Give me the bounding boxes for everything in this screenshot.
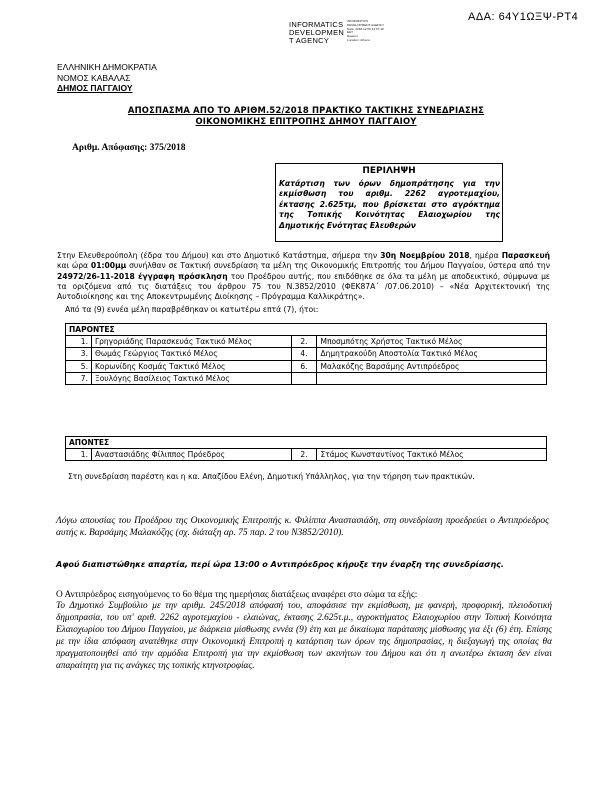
summary-text: Κατάρτιση των όρων δημοπράτησης για την εκμίσθωση του αριθμ. 2262 αγροτεμαχίου, έκτασης 2.625τμ, που βρίσκεται στο αγρόκτημα της Τοπικής Κοινότητας Ελαιοχωρίου της Δημοτικής Ενότητας Ελευθερών bbox=[279, 179, 500, 230]
chair-paragraph: Λόγω απουσίας του Προέδρου της Οικονομικής Επιτροπής κ. Φιλίππα Αναστασιάδη, στη συνεδρίαση προεδρεύει ο Αντιπρόεδρος αυτής κ. Βαρσάμης Μαλακόζης (σχ. διάταξη αρ. 75 παρ. 2 του Ν3852/2010). bbox=[56, 516, 549, 538]
summary-heading: ΠΕΡΙΛΗΨΗ bbox=[362, 166, 416, 176]
table-row bbox=[66, 348, 547, 360]
row-number: 1. bbox=[66, 449, 92, 461]
meeting-day: Παρασκευή bbox=[501, 251, 550, 260]
member-name: Θωμάς Γεώργιος Τακτικό Μέλος bbox=[91, 348, 291, 360]
ada-code: ΑΔΑ: 64Υ1ΩΞΨ-ΡΤ4 bbox=[468, 11, 579, 23]
summary-box bbox=[275, 163, 503, 242]
intro-text: συνήλθαν σε Τακτική συνεδρίαση τα μέλη της Οικονομικής Επιτροπής του Δήμου Παγγαίου, ύστερα από την bbox=[126, 261, 550, 271]
absent-heading: ΑΠΟΝΤΕΣ bbox=[66, 437, 547, 449]
member-name: Γρηγοριάδης Παρασκευάς Τακτικό Μέλος bbox=[91, 336, 291, 348]
row-number: 4. bbox=[291, 348, 317, 360]
table-row bbox=[66, 360, 547, 372]
meeting-date: 30η Νοεμβρίου 2018 bbox=[380, 251, 470, 260]
intro-text: του Προέδρου αυτής, που επιδόθηκε σε όλα τα μέλη με αποδεικτικό, σύμφωνα με τα οριζόμενα από τις διατάξεις του άρθρου 75 του Ν.3852/2010 (ΦΕΚ87Α΄ /07.06.2010) – «Νέα Αρχιτεκτονική της Αυτοδιοίκησης και της Αποκεντρωμένης Διοίκησης – Πρόγραμμα Καλλικράτης». bbox=[57, 271, 551, 302]
intro-text: και ώρα bbox=[57, 261, 91, 271]
member-name: Αναστασιάδης Φίλιππος Πρόεδρος bbox=[91, 449, 291, 461]
agenda-paragraph: Ο Αντιπρόεδρος εισηγούμενος το 6ο θέμα της ημερήσιας διατάξεως αναφέρει στο σώμα τα εξής: bbox=[56, 590, 418, 600]
signature-line: Reason: bbox=[347, 34, 359, 39]
row-number bbox=[291, 372, 317, 384]
proposal-paragraph: Το Δημοτικό Συμβούλιο με την αριθμ. 245/2018 απόφασή του, αποφάσισε την εκμίσθωση, με φανερή, προφορική, πλειοδοτική δημοπρασία, του υπ' αριθ. 2262 αγροτεμαχίου - ελαιώνας, έκτασης 2.625τ.μ., αγροκτήματος Ελαιοχωρίου στην Τοπική Κοινότητα Ελαιοχωρίου του Δήμου Παγγαίου, με διάρκεια μίσθωσης εννέα (9) έτη και με δικαίωμα παράτασης μίσθωσης για έξι (6) έτη. Επίσης με την ίδια απόφαση ανατέθηκε στην Οικονομική Επιτροπή η κατάρτιση των όρων της δημοπρασίας, η διεξαγωγή της οποίας θα πραγματοποιηθεί από την αρμόδια Επιτροπή για την εκμίσθωση των ακινήτων του Δήμου και ότι η ανωτέρω έκταση δεν είναι απαραίτητη για τις ανάγκες της τοπικής κτηνοτροφίας. bbox=[56, 601, 552, 671]
title-line: ΟΙΚΟΝΟΜΙΚΗΣ ΕΠΙΤΡΟΠΗΣ ΔΗΜΟΥ ΠΑΓΓΑΙΟΥ bbox=[195, 115, 417, 126]
table-row bbox=[66, 449, 547, 461]
intro-text: , ημέρα bbox=[469, 251, 502, 260]
quorum-paragraph: Αφού διαπιστώθηκε απαρτία, περί ώρα 13:00 ο Αντιπρόεδρος κήρυξε την έναρξη της συνεδρίασης. bbox=[56, 560, 504, 569]
org-line: ΕΛΛΗΝΙΚΗ ΔΗΜΟΚΡΑΤΙΑ bbox=[57, 62, 157, 72]
title-line: ΑΠΟΣΠΑΣΜΑ ΑΠΟ ΤΟ ΑΡΙΘΜ.52/2018 ΠΡΑΚΤΙΚΟ ΤΑΚΤΙΚΗΣ ΣΥΝΕΔΡΙΑΣΗΣ bbox=[127, 105, 485, 115]
row-number: 3. bbox=[66, 348, 92, 360]
row-number: 7. bbox=[66, 372, 92, 384]
member-name: Δημητρακούδη Αποστολία Τακτικό Μέλος bbox=[317, 348, 547, 360]
row-number: 2. bbox=[291, 336, 317, 348]
document-title bbox=[60, 105, 552, 126]
member-name: Ξουλόγης Βασίλειος Τακτικό Μέλος bbox=[91, 372, 291, 384]
member-name: Κορωνίδης Κοσμάς Τακτικό Μέλος bbox=[91, 360, 291, 372]
row-number: 1. bbox=[66, 336, 92, 348]
signature-line: Date: 2018.12.05 13:37:18 bbox=[347, 26, 384, 31]
agency-line: DEVELOPMEN bbox=[289, 28, 345, 38]
meeting-time: 01:00μμ bbox=[90, 261, 127, 271]
signature-line: DEVELOPMENT AGENCY bbox=[347, 22, 385, 27]
member-name: Στάμος Κωνσταντίνος Τακτικό Μέλος bbox=[317, 449, 547, 461]
agency-line: INFORMATICS bbox=[289, 20, 344, 29]
members-count-line: Από τα (9) εννέα μέλη παραβρέθηκαν οι κατωτέρω επτά (7), ήτοι: bbox=[65, 305, 319, 314]
present-heading: ΠΑΡΟΝΤΕΣ bbox=[66, 324, 547, 336]
table-row bbox=[66, 372, 547, 384]
agency-line: T AGENCY bbox=[289, 36, 330, 46]
present-members-table bbox=[65, 323, 547, 385]
signature-line: INFORMATICS bbox=[347, 19, 369, 23]
org-municipality: ΔΗΜΟΣ ΠΑΓΓΑΙΟΥ bbox=[57, 83, 133, 93]
decision-number: Αριθμ. Απόφασης: 375/2018 bbox=[72, 143, 186, 153]
member-name: Μποσμπότης Χρήστος Τακτικό Μέλος bbox=[317, 336, 547, 348]
absent-members-table bbox=[65, 436, 547, 461]
org-line: ΝΟΜΟΣ ΚΑΒΑΛΑΣ bbox=[57, 72, 131, 83]
row-number: 2. bbox=[291, 449, 317, 461]
member-name bbox=[317, 372, 547, 384]
row-number: 6. bbox=[291, 360, 317, 372]
digital-signature-info bbox=[347, 20, 407, 43]
invitation-ref: 24972/26-11-2018 έγγραφη πρόσκληση bbox=[57, 271, 228, 281]
signature-line: Location: Athens bbox=[347, 37, 370, 42]
agency-stamp bbox=[289, 21, 344, 46]
secretary-paragraph: Στη συνεδρίαση παρέστη και η κα. Απαζίδου Ελένη, Δημοτική Υπάλληλος, για την τήρηση των πρακτικών. bbox=[68, 472, 475, 481]
row-number: 5. bbox=[66, 360, 92, 372]
signature-line: EET bbox=[347, 30, 354, 35]
organization-header bbox=[57, 62, 157, 94]
member-name: Μαλακόζης Βαρσάμης Αντιπρόεδρος bbox=[317, 360, 547, 372]
intro-paragraph bbox=[57, 251, 550, 302]
table-row bbox=[66, 336, 547, 348]
intro-text: Στην Ελευθερούπολη (έδρα του Δήμου) και στο Δημοτικό Κατάστημα, σήμερα την bbox=[57, 251, 381, 260]
